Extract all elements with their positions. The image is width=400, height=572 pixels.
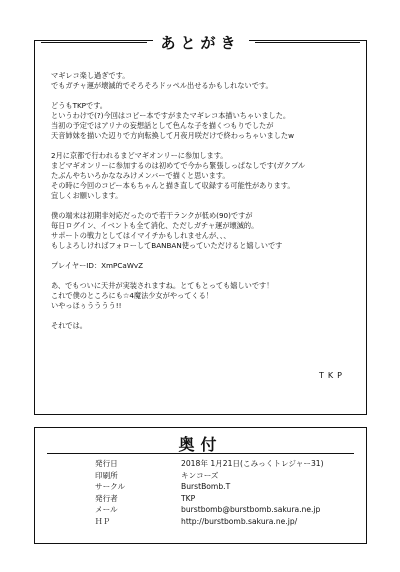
- colophon-divider: [47, 453, 354, 454]
- colophon-value: http://burstbomb.sakura.ne.jp/: [181, 516, 298, 526]
- colophon-row: [95, 493, 324, 505]
- colophon-value: キンコーズ: [181, 470, 219, 480]
- title-rule-left: [41, 42, 147, 43]
- colophon-row: [95, 481, 324, 493]
- colophon-label: ＨＰ: [95, 516, 111, 526]
- afterword-paragraph: [51, 261, 354, 271]
- afterword-line: 毎日ログイン、イベントも全て消化、ただしガチャ運が壊滅的。: [51, 221, 259, 230]
- afterword-line: サポートの戦力としてはイマイチかもしれませんが、、、: [51, 231, 231, 240]
- afterword-line: まどマギオンリーに参加するのは初めてで今から緊張しっぱなしです(ガクブル: [51, 161, 306, 170]
- afterword-paragraph: [51, 281, 354, 311]
- title-rule-right: [255, 42, 361, 43]
- afterword-line: 当初の予定ではアリナの妄想話として色んな子を描くつもりでしたが: [51, 121, 274, 130]
- afterword-paragraph: [51, 71, 354, 91]
- afterword-paragraph: [51, 101, 354, 141]
- colophon-label: 発行者: [95, 493, 118, 503]
- afterword-line: これで僕のところにも☆4魔法少女がやってくる！: [51, 291, 213, 300]
- afterword-line: 天音姉妹を描いた辺りで方向転換して月夜月咲だけで終わっちゃいましたw: [51, 131, 294, 140]
- colophon-rows: [95, 458, 324, 527]
- colophon-title-bar: [35, 432, 366, 455]
- afterword-line: もしよろしければフォローしてBANBAN使っていただけると嬉しいです: [51, 241, 283, 250]
- afterword-body: [51, 71, 354, 341]
- colophon-value: TKP: [181, 493, 196, 503]
- afterword-line: それでは。: [51, 321, 87, 330]
- afterword-line: 2月に京都で行われるまどマギオンリーに参加します。: [51, 151, 228, 160]
- afterword-line: いやっほぅうううう!!: [51, 301, 122, 310]
- colophon-label: サークル: [95, 482, 126, 492]
- afterword-line: プレイヤーID：XmPCaWvZ: [51, 261, 144, 270]
- afterword-line: でもガチャ運が壊滅的でそろそろドッペル出せるかもしれないです。: [51, 81, 273, 90]
- afterword-paragraph: [51, 151, 354, 201]
- afterword-line: どうもTKPです。: [51, 101, 107, 110]
- colophon-value: BurstBomb.T: [181, 482, 231, 492]
- colophon-row: [95, 504, 324, 516]
- colophon-row: [95, 458, 324, 470]
- afterword-line: あ、でもついに天井が実装されますね。とてもとっても嬉しいです！: [51, 281, 274, 290]
- afterword-line: というわけで(?)今回はコピー本ですがまたマギレコ本描いちゃいました。: [51, 111, 291, 120]
- colophon-row: [95, 470, 324, 482]
- colophon-box: [34, 427, 367, 544]
- colophon-value: burstbomb@burstbomb.sakura.ne.jp: [181, 505, 321, 515]
- afterword-line: たぶんやちいろかななみけメンバーで描くと思います。: [51, 171, 230, 180]
- afterword-line: マギレコ楽し過ぎです。: [51, 71, 130, 80]
- afterword-paragraph: [51, 211, 354, 251]
- colophon-title: 奥付: [178, 435, 223, 454]
- afterword-line: その時に今回のコピー本もちゃんと描き直して収録する可能性があります。: [51, 181, 295, 190]
- afterword-line: 宜しくお願いします。: [51, 191, 123, 200]
- afterword-line: 僕の端末は初期非対応だったので若干ランクが低め(90)ですが: [51, 211, 253, 220]
- colophon-value: 2018年 1月21日(こみっくトレジャー31): [181, 459, 324, 469]
- afterword-title-bar: [35, 32, 366, 53]
- colophon-row: [95, 516, 324, 528]
- afterword-title: あとがき: [153, 32, 249, 53]
- afterword-box: [34, 34, 367, 415]
- colophon-label: 印刷所: [95, 470, 118, 480]
- colophon-label: メール: [95, 505, 118, 515]
- colophon-label: 発行日: [95, 459, 118, 469]
- signature: TKP: [319, 371, 346, 380]
- afterword-paragraph: [51, 321, 354, 331]
